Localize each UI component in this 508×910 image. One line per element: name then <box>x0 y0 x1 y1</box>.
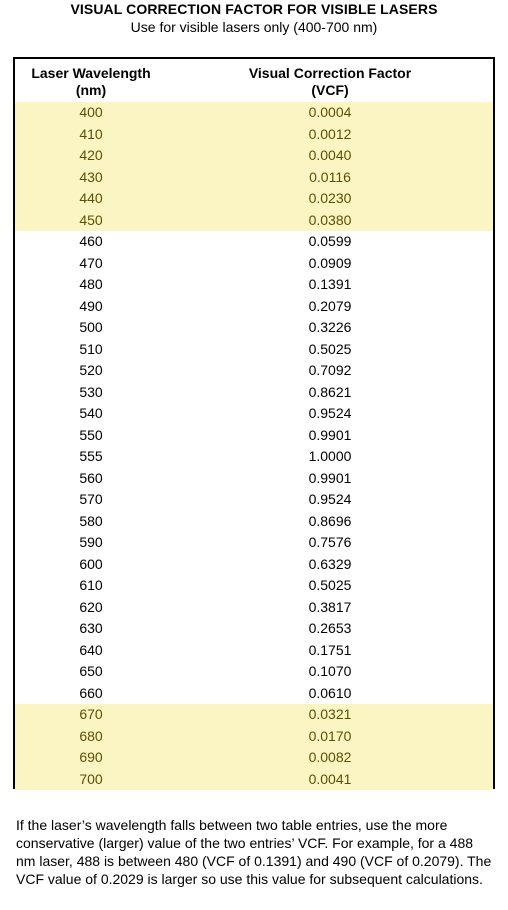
cell-wavelength: 550 <box>79 426 103 443</box>
cell-vcf: 0.5025 <box>308 340 352 357</box>
table-row <box>15 446 493 468</box>
table-row <box>15 274 493 296</box>
cell-wavelength: 440 <box>79 190 103 206</box>
cell-wavelength: 540 <box>79 405 103 421</box>
cell-vcf: 0.9901 <box>308 426 352 443</box>
cell-wavelength: 520 <box>79 362 103 378</box>
column-header-vcf-line2: (VCF) <box>311 82 349 98</box>
cell-vcf: 0.7092 <box>308 362 352 378</box>
cell-vcf: 0.2653 <box>308 620 352 636</box>
cell-wavelength: 700 <box>79 770 103 787</box>
cell-vcf: 0.7576 <box>308 534 352 550</box>
table-row <box>15 683 493 705</box>
table-row <box>15 296 493 318</box>
cell-vcf: 0.0012 <box>308 125 352 142</box>
column-header-wavelength-line1: Laser Wavelength <box>31 65 151 81</box>
table-row <box>15 124 493 146</box>
cell-vcf: 0.0170 <box>308 727 352 744</box>
cell-vcf: 0.2079 <box>308 297 352 314</box>
cell-wavelength: 470 <box>79 254 103 271</box>
table-row <box>15 597 493 619</box>
cell-wavelength: 400 <box>79 104 103 120</box>
cell-wavelength: 490 <box>79 297 103 314</box>
cell-vcf: 0.0610 <box>308 684 352 701</box>
cell-vcf: 0.0004 <box>308 104 352 120</box>
table-row <box>15 747 493 769</box>
table-row <box>15 167 493 189</box>
cell-wavelength: 650 <box>79 663 103 679</box>
cell-wavelength: 600 <box>79 555 103 572</box>
column-header-wavelength <box>15 65 167 99</box>
column-header-vcf-line1: Visual Correction Factor <box>248 65 412 81</box>
table-header <box>15 59 493 102</box>
cell-wavelength: 680 <box>79 727 103 744</box>
cell-vcf: 0.1391 <box>308 276 352 292</box>
table-row <box>15 188 493 210</box>
vcf-table <box>13 57 495 789</box>
column-header-wavelength-line2: (nm) <box>75 82 107 98</box>
cell-wavelength: 570 <box>79 491 103 507</box>
cell-wavelength: 560 <box>79 469 103 486</box>
table-row <box>15 640 493 662</box>
cell-vcf: 0.9524 <box>308 405 352 421</box>
footnote: If the laser’s wavelength falls between two table entries, use the more conservative (larger) value of the two entries’ VCF. For example, for a 488 nm laser, 488 is between 480 (VCF of 0.1391) and 490 (VCF of 0.2079). The VCF value of 0.2029 is larger so use this value for subsequent calculations. <box>16 817 492 887</box>
cell-vcf: 0.0040 <box>308 147 352 163</box>
table-row <box>15 554 493 576</box>
cell-vcf: 0.9524 <box>308 491 352 507</box>
table-row <box>15 489 493 511</box>
cell-wavelength: 450 <box>79 211 103 228</box>
cell-wavelength: 460 <box>79 233 103 249</box>
cell-wavelength: 610 <box>79 577 103 593</box>
cell-vcf: 0.9901 <box>308 469 352 486</box>
cell-vcf: 0.1751 <box>308 641 352 658</box>
table-row <box>15 210 493 232</box>
cell-vcf: 0.6329 <box>308 555 352 572</box>
table-row <box>15 425 493 447</box>
cell-vcf: 0.3817 <box>308 598 352 615</box>
cell-vcf: 0.1070 <box>308 663 352 679</box>
table-row <box>15 339 493 361</box>
cell-vcf: 0.0909 <box>308 254 352 271</box>
table-row <box>15 661 493 683</box>
cell-vcf: 1.0000 <box>308 448 352 464</box>
cell-wavelength: 500 <box>79 319 103 335</box>
table-body <box>15 102 493 790</box>
cell-vcf: 0.8696 <box>308 512 352 529</box>
cell-wavelength: 430 <box>79 168 103 185</box>
table-row <box>15 575 493 597</box>
cell-wavelength: 580 <box>79 512 103 529</box>
cell-wavelength: 480 <box>79 276 103 292</box>
cell-vcf: 0.0321 <box>308 706 352 722</box>
table-row <box>15 468 493 490</box>
cell-wavelength: 690 <box>79 749 103 765</box>
cell-vcf: 0.0082 <box>308 749 352 765</box>
table-row <box>15 769 493 791</box>
page-subtitle: Use for visible lasers only (400-700 nm) <box>130 19 378 35</box>
cell-wavelength: 590 <box>79 534 103 550</box>
cell-vcf: 0.5025 <box>308 577 352 593</box>
cell-wavelength: 670 <box>79 706 103 722</box>
table-row <box>15 102 493 124</box>
cell-wavelength: 640 <box>79 641 103 658</box>
cell-wavelength: 510 <box>79 340 103 357</box>
table-row <box>15 231 493 253</box>
table-row <box>15 511 493 533</box>
table-row <box>15 360 493 382</box>
table-row <box>15 704 493 726</box>
table-row <box>15 145 493 167</box>
table-row <box>15 403 493 425</box>
cell-vcf: 0.8621 <box>308 383 352 400</box>
table-row <box>15 532 493 554</box>
cell-wavelength: 620 <box>79 598 103 615</box>
cell-wavelength: 530 <box>79 383 103 400</box>
cell-vcf: 0.0041 <box>308 770 352 787</box>
column-header-vcf <box>167 65 493 99</box>
cell-wavelength: 630 <box>79 620 103 636</box>
cell-vcf: 0.0230 <box>308 190 352 206</box>
page-title: VISUAL CORRECTION FACTOR FOR VISIBLE LASERS <box>70 1 438 17</box>
table-row <box>15 726 493 748</box>
table-row <box>15 253 493 275</box>
cell-wavelength: 660 <box>79 684 103 701</box>
cell-wavelength: 420 <box>79 147 103 163</box>
table-row <box>15 317 493 339</box>
cell-vcf: 0.0116 <box>309 168 351 185</box>
cell-vcf: 0.0599 <box>308 233 352 249</box>
table-row <box>15 382 493 404</box>
cell-vcf: 0.0380 <box>308 211 352 228</box>
cell-vcf: 0.3226 <box>308 319 352 335</box>
cell-wavelength: 555 <box>79 448 103 464</box>
cell-wavelength: 410 <box>79 125 103 142</box>
table-row <box>15 618 493 640</box>
